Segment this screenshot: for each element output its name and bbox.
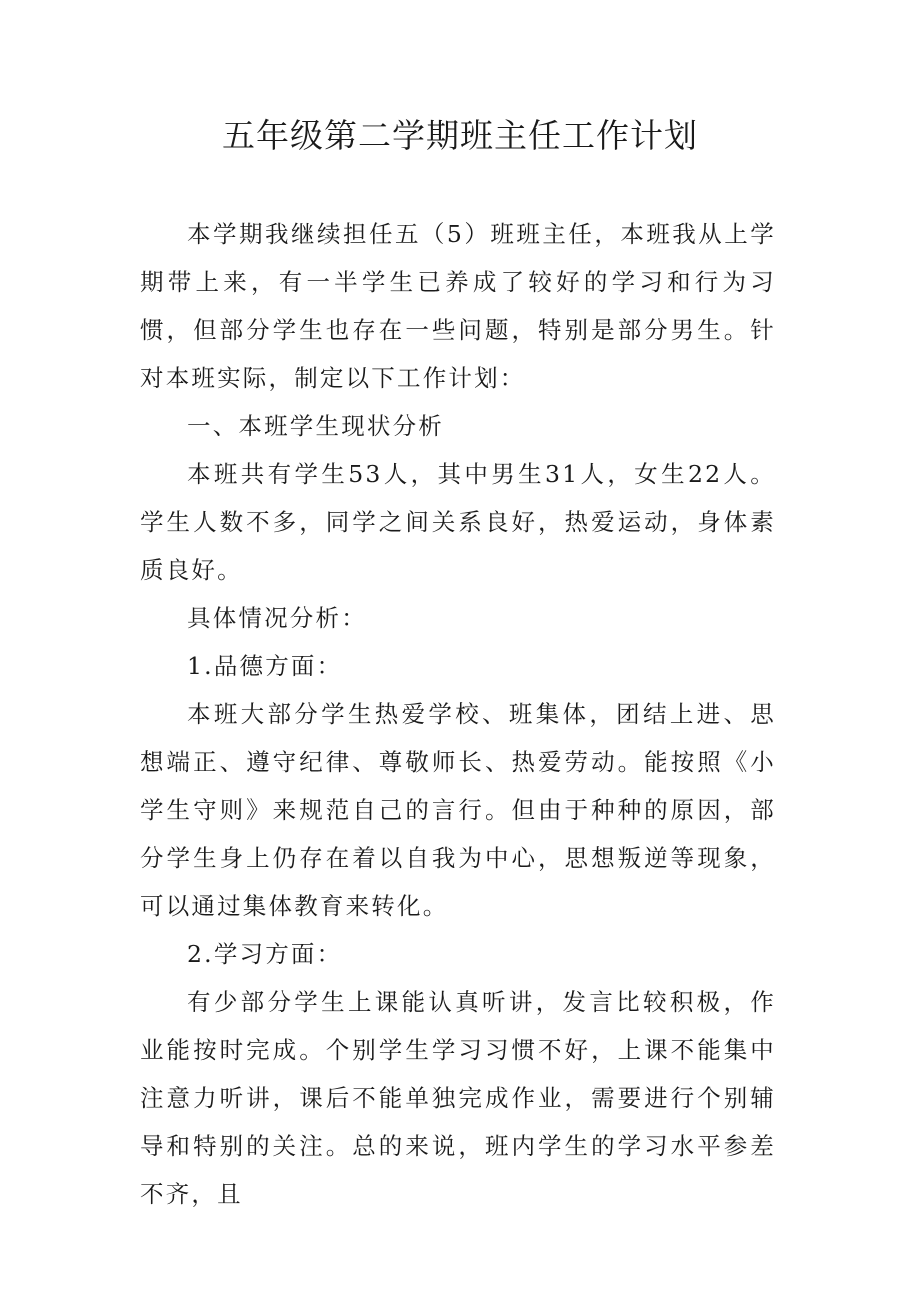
subheading-study: 2.学习方面： [187, 940, 343, 968]
document-body [140, 210, 776, 1218]
subheading-morality: 1.品德方面： [187, 652, 343, 680]
analysis-heading: 具体情况分析： [187, 604, 367, 632]
study-paragraph: 有少部分学生上课能认真听讲，发言比较积极，作业能按时完成。个别学生学习习惯不好，上课不能集中注意力听讲，课后不能单独完成作业，需要进行个别辅导和特别的关注。总的来说，班内学生的学习水平参差不齐，且 [140, 988, 776, 1208]
intro-paragraph: 本学期我继续担任五（5）班班主任，本班我从上学期带上来，有一半学生已养成了较好的学习和行为习惯，但部分学生也存在一些问题，特别是部分男生。针对本班实际，制定以下工作计划： [140, 220, 776, 392]
morality-paragraph: 本班大部分学生热爱学校、班集体，团结上进、思想端正、遵守纪律、尊敬师长、热爱劳动。能按照《小学生守则》来规范自己的言行。但由于种种的原因，部分学生身上仍存在着以自我为中心，思想叛逆等现象，可以通过集体教育来转化。 [140, 700, 776, 920]
document-title: 五年级第二学期班主任工作计划 [222, 116, 698, 155]
section-heading-1: 一、本班学生现状分析 [187, 412, 444, 440]
student-count-paragraph: 本班共有学生53人，其中男生31人，女生22人。学生人数不多，同学之间关系良好，热爱运动，身体素质良好。 [140, 460, 776, 584]
